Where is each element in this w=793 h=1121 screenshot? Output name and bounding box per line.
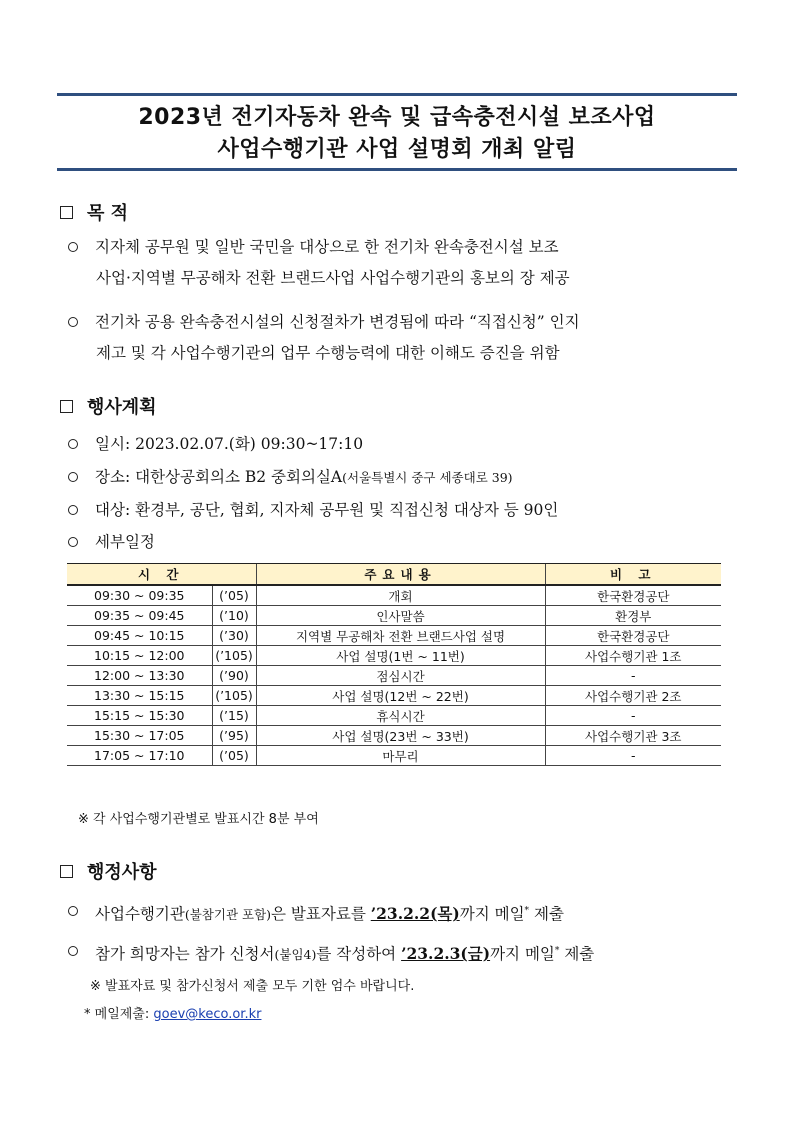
schedule-cell-note: 한국환경공단 — [545, 585, 721, 606]
circle-bullet-icon — [68, 537, 78, 547]
target-value: 환경부, 공단, 협회, 지자체 공무원 및 직접신청 대상자 등 90인 — [135, 501, 559, 519]
title-line-1: 2023년 전기자동차 완속 및 급속충전시설 보조사업 — [138, 105, 656, 130]
schedule-row — [67, 606, 721, 626]
circle-bullet-icon — [68, 439, 78, 449]
title-line-2: 사업수행기관 사업 설명회 개최 알림 — [217, 137, 577, 162]
schedule-cell-time: 10:15 ~ 12:00 — [67, 646, 212, 666]
schedule-cell-note: - — [545, 706, 721, 726]
header-note: 비 고 — [545, 564, 721, 586]
target-label: 대상: — [95, 501, 131, 519]
schedule-row — [67, 706, 721, 726]
admin-item-2-text-e: 제출 — [559, 945, 595, 964]
place-detail: (서울특별시 중구 세종대로 39) — [342, 470, 513, 485]
admin-note-2 — [84, 1003, 261, 1022]
schedule-cell-duration: (’95) — [212, 726, 256, 746]
schedule-cell-time: 17:05 ~ 17:10 — [67, 746, 212, 766]
purpose-item-2 — [68, 310, 580, 334]
plan-datetime — [68, 432, 363, 456]
schedule-cell-content: 마무리 — [256, 746, 545, 766]
title-box — [57, 93, 737, 171]
purpose-item-2-line1: 전기차 공용 완속충전시설의 신청절차가 변경됨에 따라 “직접신청” 인지 — [95, 313, 580, 331]
schedule-cell-content: 사업 설명(12번 ~ 22번) — [256, 686, 545, 706]
schedule-cell-duration: (’15) — [212, 706, 256, 726]
schedule-table — [67, 563, 721, 766]
schedule-cell-time: 09:35 ~ 09:45 — [67, 606, 212, 626]
plan-schedule — [68, 530, 155, 554]
footnote-star: * — [554, 946, 560, 956]
circle-bullet-icon — [68, 317, 78, 327]
schedule-cell-time: 09:30 ~ 09:35 — [67, 585, 212, 606]
circle-bullet-icon — [68, 906, 78, 916]
admin-item-2 — [68, 939, 594, 967]
schedule-row — [67, 646, 721, 666]
schedule-cell-content: 사업 설명(23번 ~ 33번) — [256, 726, 545, 746]
purpose-item-1-line2: 사업·지역별 무공해차 전환 브랜드사업 사업수행기관의 홍보의 장 제공 — [96, 269, 570, 287]
footnote-star: * — [524, 906, 530, 916]
schedule-cell-duration: (’10) — [212, 606, 256, 626]
schedule-cell-time: 15:15 ~ 15:30 — [67, 706, 212, 726]
schedule-cell-time: 13:30 ~ 15:15 — [67, 686, 212, 706]
schedule-cell-content: 점심시간 — [256, 666, 545, 686]
datetime-label: 일시: — [95, 435, 131, 453]
schedule-cell-note: - — [545, 746, 721, 766]
schedule-cell-note: 환경부 — [545, 606, 721, 626]
schedule-header-row — [67, 564, 721, 586]
schedule-cell-time: 12:00 ~ 13:30 — [67, 666, 212, 686]
email-label: * 메일제출: — [84, 1007, 150, 1022]
schedule-cell-note: 사업수행기관 2조 — [545, 686, 721, 706]
schedule-row — [67, 686, 721, 706]
schedule-cell-duration: (’90) — [212, 666, 256, 686]
schedule-cell-content: 지역별 무공해차 전환 브랜드사업 설명 — [256, 626, 545, 646]
schedule-cell-time: 15:30 ~ 17:05 — [67, 726, 212, 746]
circle-bullet-icon — [68, 946, 78, 956]
schedule-cell-duration: (’05) — [212, 746, 256, 766]
schedule-cell-note: 사업수행기관 3조 — [545, 726, 721, 746]
schedule-row — [67, 626, 721, 646]
schedule-cell-duration: (’05) — [212, 585, 256, 606]
admin-heading-text: 행정사항 — [87, 862, 157, 883]
place-value: 대한상공회의소 B2 중회의실A — [135, 468, 343, 486]
admin-item-2-text-a: 참가 희망자는 참가 신청서 — [95, 945, 275, 964]
header-time: 시 간 — [67, 564, 256, 586]
datetime-value: 2023.02.07.(화) 09:30~17:10 — [135, 435, 364, 453]
circle-bullet-icon — [68, 242, 78, 252]
header-content: 주요내용 — [256, 564, 545, 586]
purpose-item-1 — [68, 235, 559, 259]
schedule-label: 세부일정 — [95, 533, 155, 551]
schedule-cell-time: 09:45 ~ 10:15 — [67, 626, 212, 646]
admin-item-1-deadline: ’23.2.2(목) — [370, 904, 460, 924]
square-bullet-icon — [60, 400, 73, 413]
admin-item-2-text-b: (붙임4) — [274, 947, 317, 963]
schedule-cell-duration: (’105) — [212, 646, 256, 666]
purpose-heading-text: 목 적 — [87, 203, 129, 224]
schedule-cell-content: 개회 — [256, 585, 545, 606]
admin-item-1-text-e: 제출 — [529, 905, 564, 924]
schedule-cell-content: 휴식시간 — [256, 706, 545, 726]
purpose-item-1-line1: 지자체 공무원 및 일반 국민을 대상으로 한 전기차 완속충전시설 보조 — [95, 238, 559, 256]
email-link[interactable]: goev@keco.or.kr — [153, 1007, 262, 1022]
purpose-item-2-line2: 제고 및 각 사업수행기관의 업무 수행능력에 대한 이해도 증진을 위함 — [96, 344, 560, 362]
schedule-cell-content: 인사말씀 — [256, 606, 545, 626]
admin-note-1: ※ 발표자료 및 참가신청서 제출 모두 기한 엄수 바랍니다. — [90, 979, 415, 994]
schedule-row — [67, 585, 721, 606]
circle-bullet-icon — [68, 472, 78, 482]
admin-heading — [60, 858, 157, 884]
plan-heading-text: 행사계획 — [87, 397, 157, 418]
schedule-row — [67, 666, 721, 686]
plan-heading — [60, 393, 157, 419]
admin-item-1 — [68, 899, 564, 927]
square-bullet-icon — [60, 865, 73, 878]
schedule-cell-note: 한국환경공단 — [545, 626, 721, 646]
schedule-footnote: ※ 각 사업수행기관별로 발표시간 8분 부여 — [78, 812, 319, 827]
plan-place — [68, 465, 513, 490]
circle-bullet-icon — [68, 505, 78, 515]
admin-item-2-text-d: 까지 메일 — [490, 945, 555, 964]
schedule-cell-duration: (’30) — [212, 626, 256, 646]
place-label: 장소: — [95, 468, 131, 486]
schedule-row — [67, 726, 721, 746]
admin-item-1-text-c: 은 발표자료를 — [271, 905, 366, 924]
admin-item-1-text-d: 까지 메일 — [459, 905, 525, 924]
schedule-cell-note: 사업수행기관 1조 — [545, 646, 721, 666]
admin-item-1-text-a: 사업수행기관 — [95, 905, 185, 924]
admin-item-2-text-c: 를 작성하여 — [316, 945, 397, 964]
purpose-heading — [60, 199, 128, 225]
schedule-cell-duration: (’105) — [212, 686, 256, 706]
square-bullet-icon — [60, 206, 73, 219]
schedule-row — [67, 746, 721, 766]
plan-target — [68, 498, 558, 522]
admin-item-1-text-b: (불참기관 포함) — [184, 907, 272, 923]
admin-item-2-deadline: ’23.2.3(금) — [401, 944, 491, 964]
schedule-cell-content: 사업 설명(1번 ~ 11번) — [256, 646, 545, 666]
schedule-cell-note: - — [545, 666, 721, 686]
